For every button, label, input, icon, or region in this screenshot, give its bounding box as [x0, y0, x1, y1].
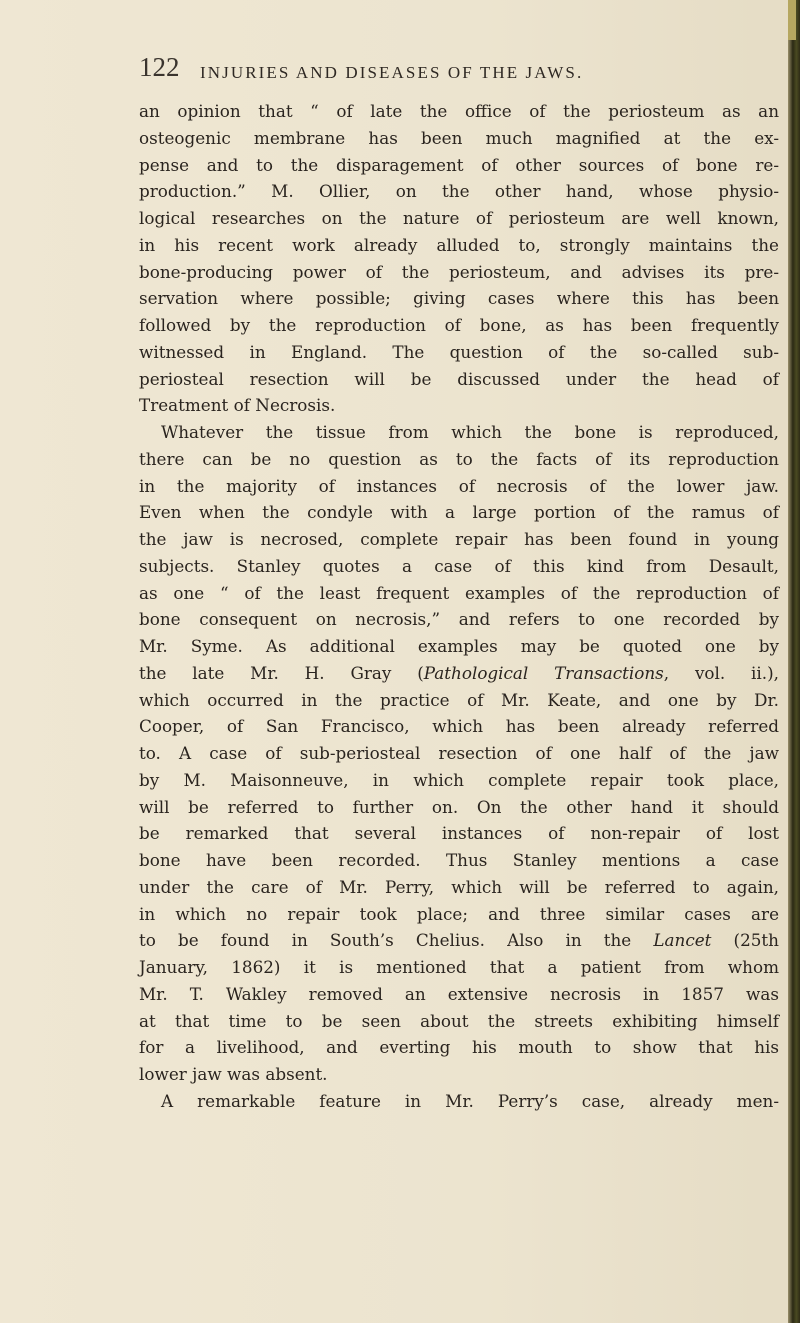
- text-line: followed by the reproduction of bone, as has been frequently: [139, 315, 779, 335]
- text-line: Treatment of Necrosis.: [139, 395, 336, 416]
- text-line: logical researches on the nature of periosteum are well known,: [139, 208, 779, 228]
- text-line: production.” M. Ollier, on the other hand, whose physio-: [139, 181, 779, 202]
- text-line: lower jaw was absent.: [139, 1064, 328, 1084]
- italic-title: Pathological Transactions: [423, 662, 664, 683]
- text-line: the late Mr. H. Gray (Pathological Transactions, vol. ii.),: [139, 662, 779, 683]
- text-line: an opinion that “ of late the office of the periosteum as an: [139, 101, 779, 121]
- text-line: witnessed in England. The question of the so-called sub-: [139, 341, 779, 362]
- text-line: will be referred to further on. On the other hand it should: [139, 796, 779, 817]
- text-line: A remarkable feature in Mr. Perry’s case, already men-: [161, 1090, 779, 1111]
- text-line: at that time to be seen about the streets exhibiting himself: [139, 1010, 779, 1031]
- text-line: the jaw is necrosed, complete repair has been found in young: [139, 529, 779, 549]
- text-line: osteogenic membrane has been much magnified at the ex-: [139, 127, 779, 148]
- book-edge: [788, 0, 800, 1323]
- text-line: January, 1862) it is mentioned that a patient from whom: [139, 957, 779, 977]
- text-line: Mr. T. Wakley removed an extensive necrosis in 1857 was: [139, 983, 779, 1004]
- text-line: bone consequent on necrosis,” and refers to one recorded by: [139, 609, 779, 630]
- body-text: [139, 98, 779, 1115]
- text-line: which occurred in the practice of Mr. Keate, and one by Dr.: [139, 689, 779, 710]
- text-line: for a livelihood, and everting his mouth to show that his: [139, 1037, 779, 1058]
- text-line: bone have been recorded. Thus Stanley mentions a case: [139, 850, 779, 870]
- running-head: INJURIES AND DISEASES OF THE JAWS.: [200, 63, 584, 82]
- text-line: periosteal resection will be discussed under the head of: [139, 368, 779, 389]
- text-line: as one “ of the least frequent examples of the reproduction of: [139, 582, 779, 603]
- text-line: under the care of Mr. Perry, which will be referred to again,: [139, 876, 779, 897]
- text-line: pense and to the disparagement of other sources of bone re-: [139, 154, 779, 175]
- text-line: to. A case of sub-periosteal resection of one half of the jaw: [139, 743, 779, 763]
- book-edge-highlight: [788, 0, 796, 40]
- text-line: Mr. Syme. As additional examples may be quoted one by: [139, 636, 779, 656]
- text-line: there can be no question as to the facts of its reproduction: [139, 448, 779, 469]
- text-line: Even when the condyle with a large portion of the ramus of: [139, 502, 779, 523]
- text-line: subjects. Stanley quotes a case of this kind from Desault,: [139, 555, 779, 576]
- text-line: to be found in South’s Chelius. Also in the Lancet (25th: [139, 930, 779, 951]
- text-line: in the majority of instances of necrosis of the lower jaw.: [139, 475, 779, 496]
- page-number: 122: [139, 52, 180, 82]
- text-line: by M. Maisonneuve, in which complete repair took place,: [139, 769, 779, 790]
- text-line: in which no repair took place; and three similar cases are: [139, 903, 779, 924]
- text-line: in his recent work already alluded to, strongly maintains the: [139, 234, 779, 255]
- text-line: be remarked that several instances of non-repair of lost: [139, 823, 779, 844]
- italic-title: Lancet: [653, 930, 712, 951]
- text-line: Cooper, of San Francisco, which has been already referred: [139, 716, 779, 737]
- text-line: servation where possible; giving cases where this has been: [139, 288, 779, 309]
- text-line: Whatever the tissue from which the bone is reproduced,: [161, 422, 779, 442]
- text-line: bone-producing power of the periosteum, and advises its pre-: [139, 261, 779, 282]
- page-header: [139, 52, 759, 92]
